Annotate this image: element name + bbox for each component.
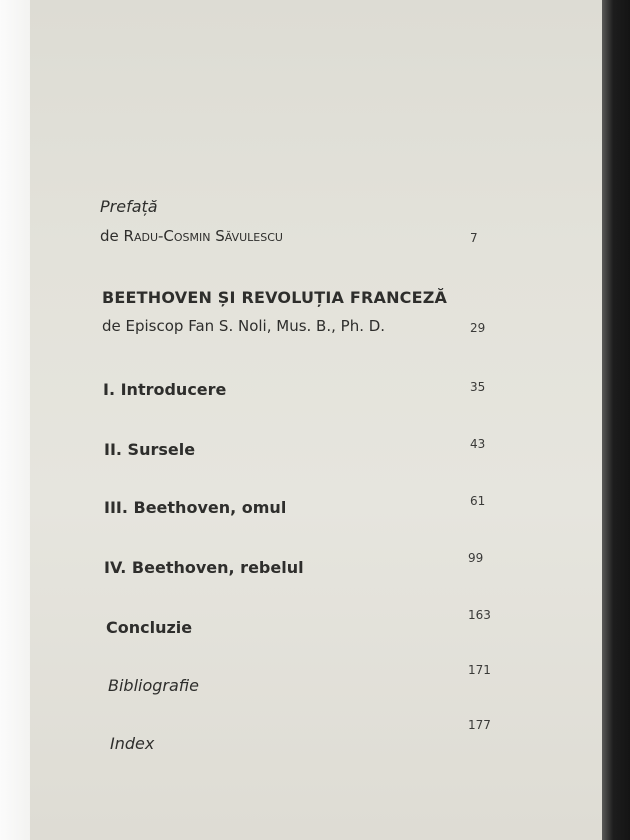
page-shadow-edge (602, 0, 630, 840)
facing-page-edge (0, 0, 30, 840)
chapter-page-1: 35 (470, 380, 486, 394)
preface-page-number: 7 (470, 231, 478, 245)
preface-author-prefix: de (100, 227, 119, 245)
index-title: Index (110, 734, 155, 753)
chapter-page-2: 43 (470, 437, 486, 451)
chapter-page-4: 99 (468, 551, 484, 565)
chapter-page-3: 61 (470, 494, 486, 508)
main-work-page-number: 29 (470, 321, 486, 335)
chapter-title-2: II. Sursele (104, 440, 196, 459)
bibliography-title: Bibliografie (108, 676, 199, 695)
chapter-title-1: I. Introducere (103, 380, 227, 399)
preface-author-name: Radu-Cosmin Săvulescu (123, 227, 283, 245)
bibliography-page: 171 (468, 663, 491, 677)
main-work-title: BEETHOVEN ȘI REVOLUȚIA FRANCEZĂ (102, 288, 448, 307)
main-work-author: de Episcop Fan S. Noli, Mus. B., Ph. D. (102, 317, 386, 335)
chapter-title-4: IV. Beethoven, rebelul (104, 558, 304, 577)
chapter-title-3: III. Beethoven, omul (104, 498, 287, 517)
chapter-page-5: 163 (468, 608, 491, 622)
preface-author (100, 227, 283, 245)
chapter-title-5: Concluzie (106, 618, 193, 637)
index-page: 177 (468, 718, 491, 732)
book-page (30, 0, 602, 840)
preface-title: Prefață (100, 197, 158, 216)
